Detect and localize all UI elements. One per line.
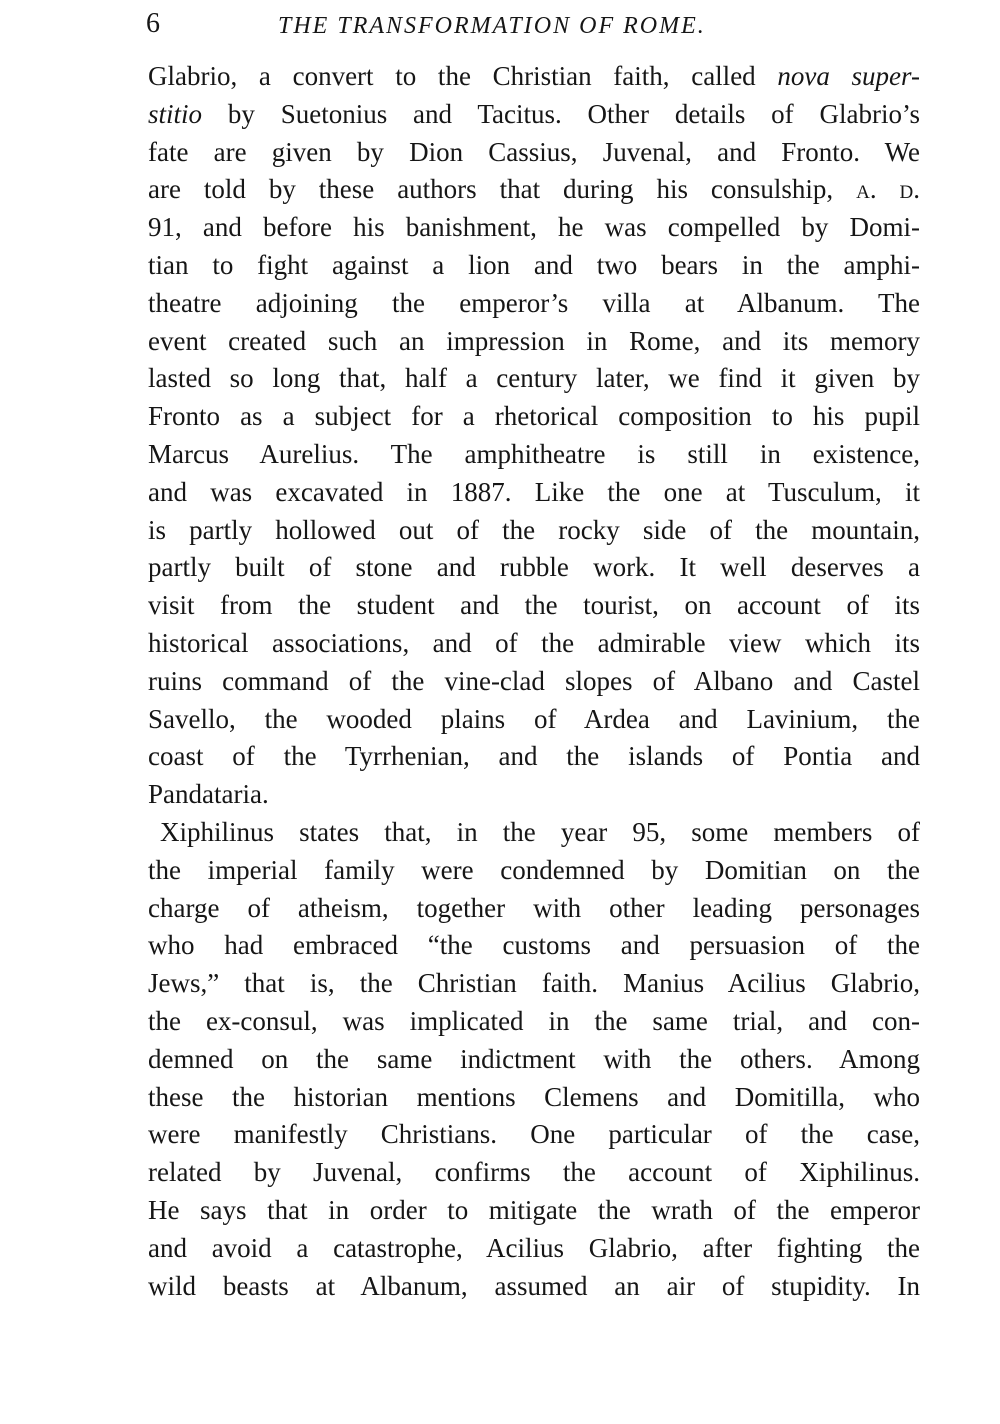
text-line: who had embraced “the customs and persuasion of the <box>148 930 920 961</box>
page-number: 6 <box>146 8 160 39</box>
text-line: tian to fight against a lion and two bears in the amphi- <box>148 249 920 280</box>
text-line: is partly hollowed out of the rocky side of the mountain, <box>148 514 920 545</box>
body-text <box>148 58 920 1305</box>
text-line: ruins command of the vine-clad slopes of Albano and Castel <box>148 665 920 696</box>
text-line: Jews,” that is, the Christian faith. Manius Acilius Glabrio, <box>148 968 920 999</box>
text-line <box>148 96 920 134</box>
text-line: partly built of stone and rubble work. It well deserves a <box>148 552 920 583</box>
text-line: lasted so long that, half a century later, we find it given by <box>148 363 920 394</box>
text-line: Marcus Aurelius. The amphitheatre is still in existence, <box>148 438 920 469</box>
text-line: event created such an impression in Rome, and its memory <box>148 325 920 356</box>
text-line: coast of the Tyrrhenian, and the islands of Pontia and <box>148 741 920 772</box>
text-line: the ex-consul, was implicated in the same trial, and con- <box>148 1005 920 1036</box>
italic-phrase: stitio <box>148 98 203 129</box>
text-line: and was excavated in 1887. Like the one at Tusculum, it <box>148 476 920 507</box>
text-line: Pandataria. <box>148 779 269 810</box>
text-line: were manifestly Christians. One particular of the case, <box>148 1119 920 1150</box>
text-line: Fronto as a subject for a rhetorical composition to his pupil <box>148 401 920 432</box>
text-line <box>148 58 920 96</box>
text-line: related by Juvenal, confirms the account of Xiphilinus. <box>148 1157 920 1188</box>
text-run: by Suetonius and Tacitus. Other details of Glabrio’s <box>202 98 920 129</box>
text-line: wild beasts at Albanum, assumed an air of stupidity. In <box>148 1270 920 1301</box>
text-run: Glabrio, a convert to the Christian faith, called <box>148 61 778 91</box>
running-title: THE TRANSFORMATION OF ROME. <box>278 13 706 39</box>
text-line: theatre adjoining the emperor’s villa at Albanum. The <box>148 287 920 318</box>
text-line: charge of atheism, together with other leading personages <box>148 892 920 923</box>
text-line: Xiphilinus states that, in the year 95, some members of <box>160 816 920 847</box>
text-line: He says that in order to mitigate the wrath of the emperor <box>148 1194 920 1225</box>
text-line: demned on the same indictment with the others. Among <box>148 1043 920 1074</box>
text-line <box>148 171 920 209</box>
era-abbreviation: a. d. <box>856 174 920 205</box>
text-line: 91, and before his banishment, he was compelled by Domi- <box>148 212 920 243</box>
italic-phrase: nova super- <box>777 61 920 91</box>
text-line: fate are given by Dion Cassius, Juvenal, and Fronto. We <box>148 136 920 167</box>
text-line: and avoid a catastrophe, Acilius Glabrio, after fighting the <box>148 1232 920 1263</box>
text-line: visit from the student and the tourist, on account of its <box>148 590 920 621</box>
text-line: the imperial family were condemned by Domitian on the <box>148 854 920 885</box>
text-line: Savello, the wooded plains of Ardea and Lavinium, the <box>148 703 920 734</box>
text-run: are told by these authors that during his consulship, <box>148 174 857 205</box>
text-line: historical associations, and of the admirable view which its <box>148 627 920 658</box>
text-line: these the historian mentions Clemens and Domitilla, who <box>148 1081 920 1112</box>
